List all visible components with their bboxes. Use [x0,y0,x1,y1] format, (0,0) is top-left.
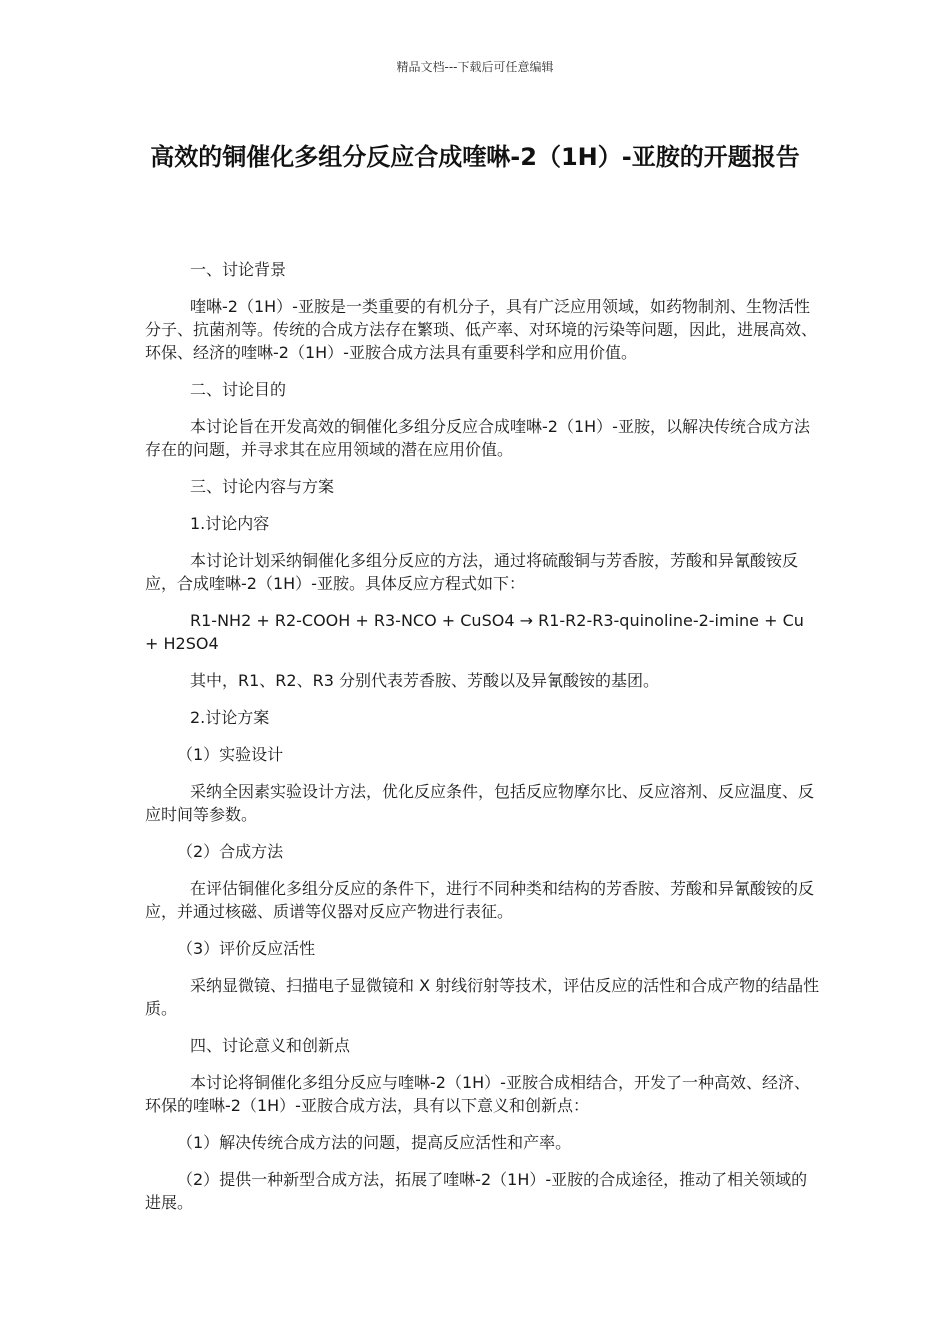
subheading-evaluation: （3）评价反应活性 [177,939,316,958]
document-title: 高效的铜催化多组分反应合成喹啉-2（1H）-亚胺的开题报告 [150,143,800,171]
subheading-plan: 2.讨论方案 [190,708,270,727]
paragraph-groups: 其中，R1、R2、R3 分别代表芳香胺、芳酸以及异氰酸铵的基团。 [190,671,659,690]
list-item-innovation-1: （1）解决传统合成方法的问题，提高反应活性和产率。 [177,1133,572,1152]
paragraph-significance: 本讨论将铜催化多组分反应与喹啉-2（1H）-亚胺合成相结合，开发了一种高效、经济、环保的喹啉-2（1H）-亚胺合成方法，具有以下意义和创新点： [145,1073,810,1115]
paragraph-purpose: 本讨论旨在开发高效的铜催化多组分反应合成喹啉-2（1H）-亚胺，以解决传统合成方法存在的问题，并寻求其在应用领域的潜在应用价值。 [145,417,810,459]
section-heading-background: 一、讨论背景 [190,260,287,279]
paragraph-synthesis-method: 在评估铜催化多组分反应的条件下，进行不同种类和结构的芳香胺、芳酸和异氰酸铵的反应，并通过核磁、质谱等仪器对反应产物进行表征。 [145,879,815,921]
subheading-content: 1.讨论内容 [190,514,270,533]
paragraph-experiment-design: 采纳全因素实验设计方法，优化反应条件，包括反应物摩尔比、反应溶剂、反应温度、反应时间等参数。 [145,782,815,824]
section-heading-significance: 四、讨论意义和创新点 [190,1036,351,1055]
paragraph-evaluation: 采纳显微镜、扫描电子显微镜和 X 射线衍射等技术，评估反应的活性和合成产物的结晶性质。 [145,976,820,1018]
section-heading-purpose: 二、讨论目的 [190,380,287,399]
subheading-synthesis-method: （2）合成方法 [177,842,284,861]
section-heading-content-plan: 三、讨论内容与方案 [190,477,335,496]
reaction-equation: R1-NH2 + R2-COOH + R3-NCO + CuSO4 → R1-R2-R3-quinoline-2-imine + Cu + H2SO4 [145,611,804,653]
paragraph-background: 喹啉-2（1H）-亚胺是一类重要的有机分子，具有广泛应用领域，如药物制剂、生物活性分子、抗菌剂等。传统的合成方法存在繁琐、低产率、对环境的污染等问题，因此，进展高效、环保、经济的喹啉-2（1H）-亚胺合成方法具有重要科学和应用价值。 [145,297,818,362]
list-item-innovation-2: （2）提供一种新型合成方法，拓展了喹啉-2（1H）-亚胺的合成途径，推动了相关领域的进展。 [145,1170,808,1212]
page-header-note: 精品文档---下载后可任意编辑 [396,60,554,74]
subheading-experiment-design: （1）实验设计 [177,745,284,764]
paragraph-content: 本讨论计划采纳铜催化多组分反应的方法，通过将硫酸铜与芳香胺，芳酸和异氰酸铵反应，合成喹啉-2（1H）-亚胺。具体反应方程式如下： [145,551,799,593]
document-body [145,258,820,1228]
